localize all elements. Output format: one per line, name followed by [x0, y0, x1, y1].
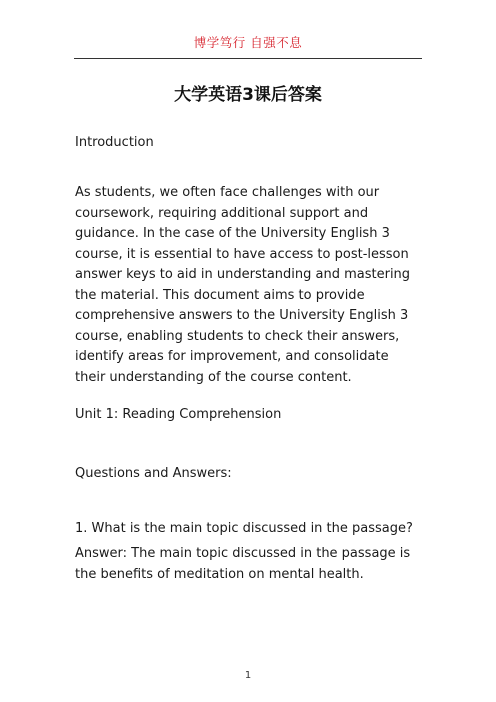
- header-divider: [74, 58, 422, 59]
- qa-heading: Questions and Answers:: [75, 466, 232, 481]
- intro-heading: Introduction: [75, 135, 154, 150]
- answer-1: Answer: The main topic discussed in the passage is the benefits of meditation on mental health.: [75, 546, 411, 582]
- page-number: 1: [244, 670, 252, 681]
- intro-paragraph: As students, we often face challenges with our coursework, requiring additional support and guidance. In the case of the University English 3 course, it is essential to have access to post-lesson answer keys to aid in understanding and mastering the material. This document aims to provide comprehensive answers to the University English 3 course, enabling students to check their answers, identify areas for improvement, and consolidate their understanding of the course content.: [75, 185, 411, 385]
- unit-heading: Unit 1: Reading Comprehension: [75, 407, 282, 422]
- question-1: 1. What is the main topic discussed in the passage?: [75, 521, 413, 536]
- document-title: 大学英语3课后答案: [174, 85, 322, 105]
- header-motto: 博学笃行 自强不息: [193, 35, 303, 50]
